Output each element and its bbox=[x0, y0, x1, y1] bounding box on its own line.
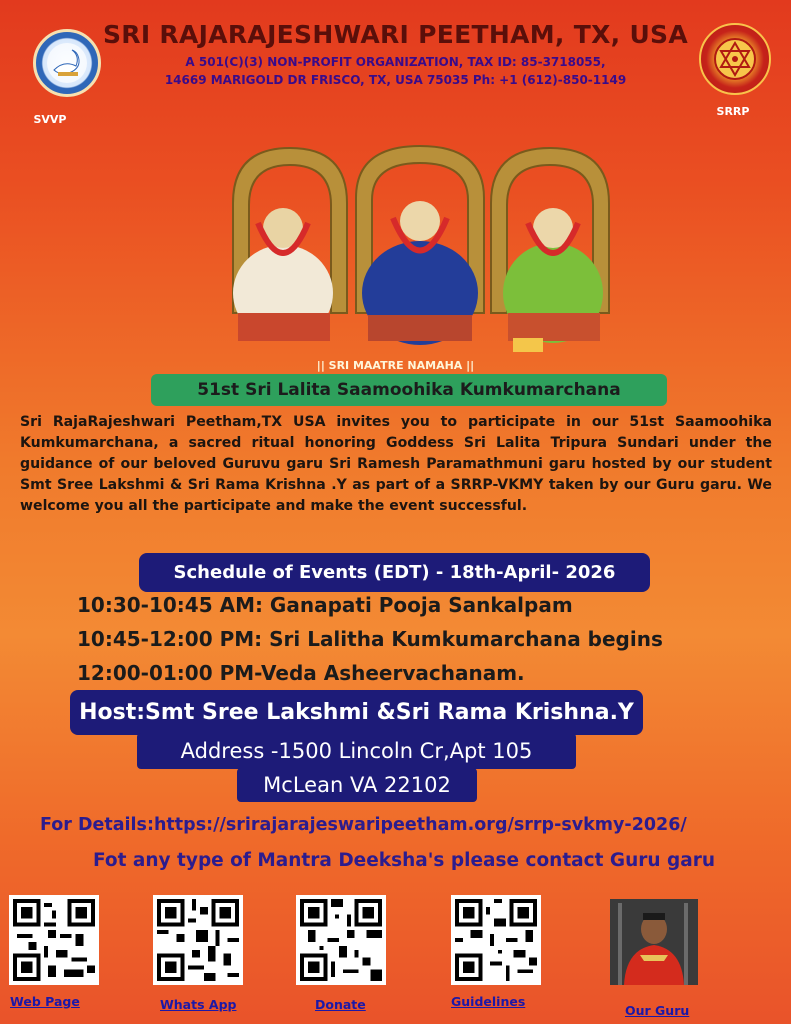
donate-qr-code[interactable] bbox=[296, 895, 386, 985]
host-name: Host:Smt Sree Lakshmi &Sri Rama Krishna.Y bbox=[79, 700, 634, 725]
invocation-text: || SRI MAATRE NAMAHA || bbox=[316, 359, 475, 372]
web-page-link[interactable]: Web Page bbox=[10, 994, 80, 1009]
mantra-deeksha-note: Fot any type of Mantra Deeksha's please contact Guru garu bbox=[93, 850, 716, 871]
donate-link[interactable]: Donate bbox=[315, 997, 366, 1012]
event-title: 51st Sri Lalita Saamoohika Kumkumarchana bbox=[197, 380, 621, 400]
guidelines-link[interactable]: Guidelines bbox=[451, 994, 526, 1009]
guru-photo[interactable] bbox=[610, 899, 698, 985]
organization-title: SRI RAJARAJESHWARI PEETHAM, TX, USA bbox=[102, 20, 689, 49]
our-guru-link[interactable]: Our Guru bbox=[625, 1003, 690, 1018]
details-link[interactable]: For Details:https://srirajarajeswaripeetham.org/srrp-svkmy-2026/ bbox=[40, 815, 687, 835]
svvp-caption: SVVP bbox=[33, 113, 67, 126]
address-line2: McLean VA 22102 bbox=[263, 773, 451, 797]
srrp-caption: SRRP bbox=[716, 105, 750, 118]
schedule-banner bbox=[139, 553, 650, 592]
organization-tax-line: A 501(C)(3) NON-PROFIT ORGANIZATION, TAX ID: 85-3718055, bbox=[185, 55, 606, 69]
whats-app-qr-code[interactable] bbox=[153, 895, 243, 985]
schedule-title: Schedule of Events (EDT) - 18th-April- 2026 bbox=[173, 562, 616, 583]
schedule-item: 10:30-10:45 AM: Ganapati Pooja Sankalpam bbox=[77, 593, 573, 617]
guidelines-qr-code[interactable] bbox=[451, 895, 541, 985]
event-title-banner bbox=[151, 374, 667, 406]
schedule-item: 10:45-12:00 PM: Sri Lalitha Kumkumarchana begins bbox=[77, 627, 663, 651]
host-banner bbox=[70, 690, 643, 735]
schedule-item: 12:00-01:00 PM-Veda Asheervachanam. bbox=[77, 661, 525, 685]
address-banner-line1 bbox=[137, 733, 576, 769]
organization-address-line: 14669 MARIGOLD DR FRISCO, TX, USA 75035 Ph: +1 (612)-850-1149 bbox=[164, 73, 627, 87]
address-banner-line2 bbox=[237, 768, 477, 802]
web-page-qr-code[interactable] bbox=[9, 895, 99, 985]
deity-photo bbox=[223, 143, 628, 358]
event-description: Sri RajaRajeshwari Peetham,TX USA invites you to participate in our 51st Saamoohika Kumkumarchana, a sacred ritual honoring Goddess Sri Lalita Tripura Sundari under the guidance of our beloved Guruvu garu Sri Ramesh Paramathmuni garu hosted by our student Smt Sree Lakshmi & Sri Rama Krishna .Y as part of a SRRP-VKMY taken by our Guru garu. We welcome you all the participate and make the event successful. bbox=[20, 414, 772, 514]
address-line1: Address -1500 Lincoln Cr,Apt 105 bbox=[180, 739, 533, 763]
whats-app-link[interactable]: Whats App bbox=[160, 997, 237, 1012]
